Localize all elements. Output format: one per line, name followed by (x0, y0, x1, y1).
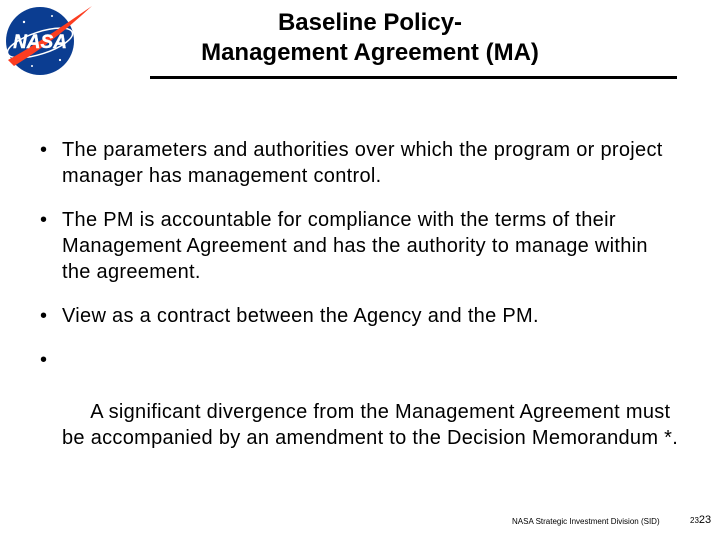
bullet-list (40, 137, 680, 477)
bullet-item (40, 137, 680, 189)
bullet-dot-icon: • (40, 139, 48, 161)
bullet-item (40, 207, 680, 285)
bullet-text: The parameters and authorities over which the program or project manager has management control. (62, 139, 663, 187)
bullet-dot-icon: • (40, 209, 48, 231)
logo-star (51, 15, 53, 17)
footer-organization: NASA Strategic Investment Division (SID) (512, 517, 660, 526)
slide-title-line-1: Baseline Policy- (277, 9, 463, 36)
slide-title (150, 8, 590, 68)
bullet-text: A significant divergence from the Management Agreement must be accompanied by an amendment to the Decision Memorandum *. (62, 401, 679, 449)
bullet-item (40, 303, 680, 329)
logo-star (59, 59, 61, 61)
logo-star (23, 21, 25, 23)
page-number-large: 23 (698, 514, 712, 526)
bullet-dot-icon: • (40, 305, 48, 327)
logo-star (31, 65, 33, 67)
page-number (690, 513, 711, 528)
nasa-meatball-logo (2, 2, 94, 80)
bullet-item (40, 347, 680, 477)
title-underline (150, 76, 677, 79)
bullet-text: The PM is accountable for compliance with the terms of their Management Agreement and has the authority to manage within the agreement. (62, 209, 648, 283)
logo-wordmark: NASA (13, 32, 67, 53)
page-number-small: 23 (690, 516, 699, 525)
slide-title-line-2: Management Agreement (MA) (201, 39, 539, 66)
bullet-dot-icon: • (40, 349, 48, 371)
bullet-text: View as a contract between the Agency and the PM. (62, 305, 539, 327)
